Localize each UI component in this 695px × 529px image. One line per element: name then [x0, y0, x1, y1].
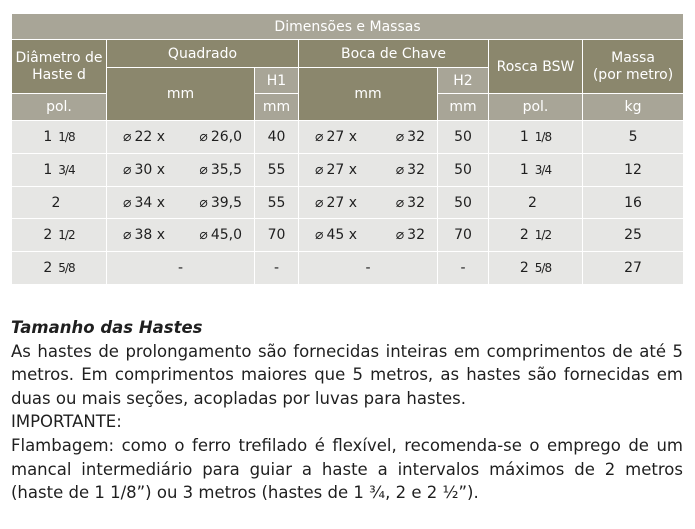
cell-h2: 50	[438, 187, 489, 219]
cell-diameter: 1 1/8	[12, 121, 107, 154]
diameter-icon: ⌀	[395, 227, 405, 243]
diameter-icon: ⌀	[395, 194, 405, 211]
cell-mass: 16	[583, 187, 684, 219]
cell-square: ⌀ 38 x ⌀ 45,0	[107, 219, 255, 252]
cell-wrench: ⌀ 27 x ⌀ 32	[299, 154, 438, 187]
diameter-icon: ⌀	[199, 227, 208, 243]
header-mass-sub: (por metro)	[592, 66, 674, 83]
diameter-icon: ⌀	[123, 227, 132, 243]
cell-diameter: 2 5/8	[12, 252, 107, 285]
cell-diameter: 2 1/2	[12, 219, 107, 252]
paragraph-buckling: Flambagem: como o ferro trefilado é flexível, recomenda-se o emprego de um mancal intermediário para guiar a haste a intervalos máximos de 2 metros (haste de 1 1/8”) ou 3 metros (hastes de 1 ¾, 2 e 2 ½”).	[11, 435, 683, 503]
header-mass	[583, 40, 684, 94]
rod-size-section	[11, 316, 683, 505]
cell-wrench: ⌀ 45 x ⌀ 32	[299, 219, 438, 252]
cell-mass: 25	[583, 219, 684, 252]
unit-h2-mm: mm	[438, 94, 489, 121]
unit-thread-pol: pol.	[489, 94, 583, 121]
header-h2: H2	[438, 68, 489, 94]
cell-square: ⌀ 30 x ⌀ 35,5	[107, 154, 255, 187]
diameter-icon: ⌀	[123, 162, 132, 178]
cell-h1: 40	[255, 121, 299, 154]
cell-wrench: ⌀ 27 x ⌀ 32	[299, 187, 438, 219]
diameter-icon: ⌀	[123, 194, 132, 211]
header-thread: Rosca BSW	[489, 40, 583, 94]
diameter-icon: ⌀	[315, 162, 324, 178]
table-title: Dimensões e Massas	[12, 14, 684, 40]
diameter-icon: ⌀	[395, 129, 405, 145]
cell-h2: 50	[438, 121, 489, 154]
cell-wrench: -	[299, 252, 438, 285]
cell-h1: 55	[255, 187, 299, 219]
diameter-icon: ⌀	[395, 162, 405, 178]
diameter-icon: ⌀	[315, 227, 324, 243]
cell-thread: 2	[489, 187, 583, 219]
diameter-icon: ⌀	[199, 129, 208, 145]
cell-square: -	[107, 252, 255, 285]
cell-diameter: 2	[12, 187, 107, 219]
cell-diameter: 1 3/4	[12, 154, 107, 187]
cell-square: ⌀ 22 x ⌀ 26,0	[107, 121, 255, 154]
table-row	[12, 252, 684, 285]
diameter-icon: ⌀	[123, 129, 132, 145]
cell-h2: -	[438, 252, 489, 285]
paragraph-lengths: As hastes de prolongamento são fornecidas inteiras em comprimentos de até 5 metros. Em comprimentos maiores que 5 metros, as hastes são fornecidas em duas ou mais seções, acopladas por luvas para hastes.	[11, 341, 683, 408]
header-square: Quadrado	[107, 40, 299, 68]
cell-thread: 2 1/2	[489, 219, 583, 252]
cell-mass: 12	[583, 154, 684, 187]
diameter-icon: ⌀	[199, 194, 208, 211]
header-h1: H1	[255, 68, 299, 94]
table-row	[12, 187, 684, 219]
cell-h1: -	[255, 252, 299, 285]
cell-square: ⌀ 34 x ⌀ 39,5	[107, 187, 255, 219]
important-label: IMPORTANTE:	[11, 412, 122, 432]
unit-h1-mm: mm	[255, 94, 299, 121]
cell-h1: 70	[255, 219, 299, 252]
cell-h2: 70	[438, 219, 489, 252]
cell-wrench: ⌀ 27 x ⌀ 32	[299, 121, 438, 154]
dimensions-table	[11, 13, 684, 285]
header-wrench: Boca de Chave	[299, 40, 489, 68]
unit-mass-kg: kg	[583, 94, 684, 121]
section-title: Tamanho das Hastes	[11, 318, 203, 337]
cell-thread: 1 1/8	[489, 121, 583, 154]
table-row	[12, 154, 684, 187]
table-row	[12, 219, 684, 252]
cell-mass: 27	[583, 252, 684, 285]
unit-diameter-pol: pol.	[12, 94, 107, 121]
cell-mass: 5	[583, 121, 684, 154]
unit-square-mm: mm	[107, 68, 255, 121]
diameter-icon: ⌀	[315, 129, 324, 145]
cell-thread: 2 5/8	[489, 252, 583, 285]
cell-h2: 50	[438, 154, 489, 187]
table-row	[12, 121, 684, 154]
cell-thread: 1 3/4	[489, 154, 583, 187]
cell-h1: 55	[255, 154, 299, 187]
header-diameter: Diâmetro de Haste d	[12, 40, 107, 94]
header-mass-label: Massa	[611, 49, 655, 66]
diameter-icon: ⌀	[199, 162, 208, 178]
diameter-icon: ⌀	[315, 194, 324, 211]
unit-wrench-mm: mm	[299, 68, 438, 121]
